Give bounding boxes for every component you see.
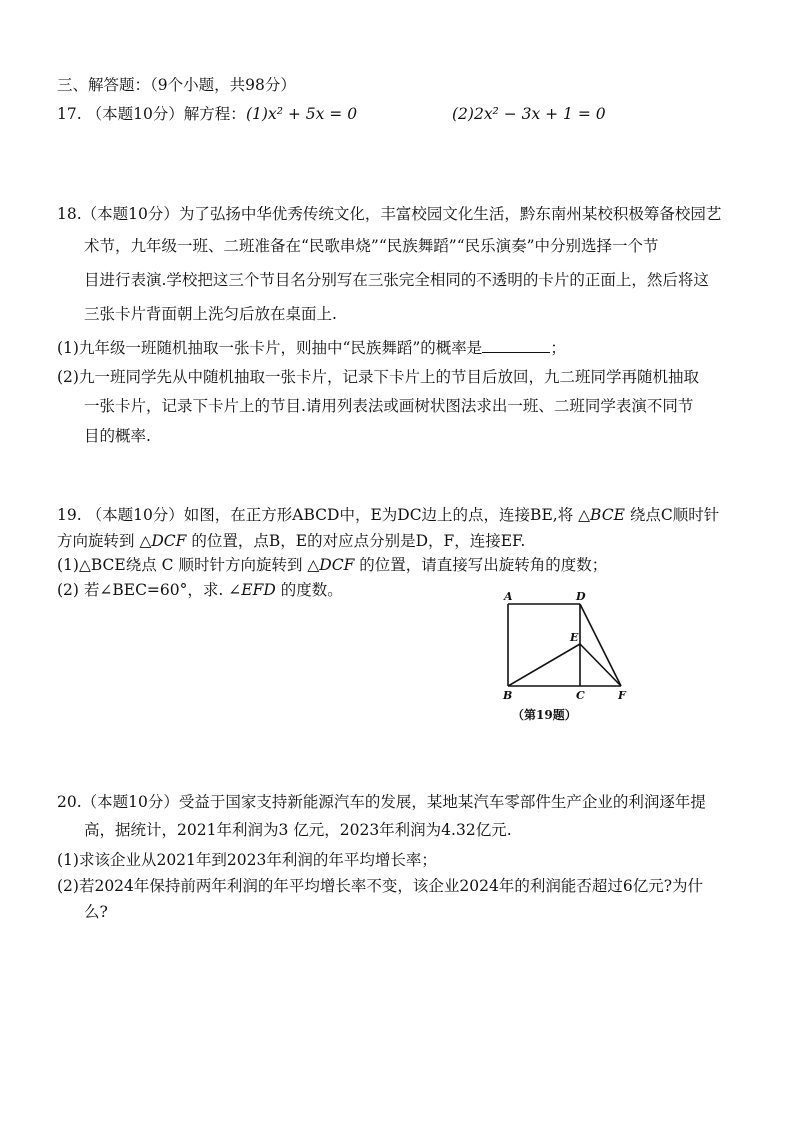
q18-part-1 [57, 338, 566, 358]
label-a: A [504, 590, 513, 603]
q18-line-4: 三张卡片背面朝上洗匀后放在桌面上. [84, 305, 337, 323]
q18-part-2-line-3: 目的概率. [84, 427, 151, 445]
segment-df [580, 604, 621, 686]
label-d: D [576, 590, 586, 603]
q20-line-2: 高，据统计，2021年利润为3 亿元，2023年利润为4.32亿元. [84, 821, 512, 839]
segment-be [508, 644, 580, 686]
q19-part-1-text: (1)△BCE绕点 C 顺时针方向旋转到 [57, 556, 303, 574]
label-e: E [570, 631, 579, 644]
q19-line-1-text: 19. （本题10分）如图，在正方形ABCD中，E为DC边上的点，连接BE,将 [57, 506, 574, 524]
q19-part-2-math: ∠EFD [228, 581, 276, 599]
q19-line-1 [57, 505, 719, 525]
q18-line-2: 术节，九年级一班、二班准备在“民歌串烧”“民族舞蹈”“民乐演奏”中分别选择一个节 [84, 237, 659, 255]
q20-part-2-line-2: 么? [84, 903, 108, 921]
q19-line-1-tail: 绕点C顺时针 [629, 506, 720, 524]
q19-line-2-tail: 的位置，点B，E的对应点分别是D，F，连接EF. [191, 532, 526, 550]
q19-part-1-math: △DCF [307, 556, 355, 574]
q19-part-2 [57, 580, 343, 600]
q18-part-2-line-1: (2)九一班同学先从中随机抽取一张卡片，记录下卡片上的节目后放回，九二班同学再随机抽取 [57, 368, 699, 386]
q17-label: 17. （本题10分）解方程： [57, 105, 246, 123]
label-f: F [618, 689, 626, 702]
q20-part-2-line-1: (2)若2024年保持前两年利润的年平均增长率不变，该企业2024年的利润能否超过6亿元?为什 [57, 877, 704, 895]
q18-part-1-text: (1)九年级一班随机抽取一张卡片，则抽中“民族舞蹈”的概率是 [57, 339, 483, 357]
q18-part-2-line-2: 一张卡片，记录下卡片上的节目.请用列表法或画树状图法求出一班、二班同学表演不同节 [84, 397, 694, 415]
q18-line-3: 目进行表演.学校把这三个节目名分别写在三张完全相同的不透明的卡片的正面上，然后将这 [84, 271, 709, 289]
figure-caption: （第19题） [512, 708, 577, 722]
q19-geometry-figure [496, 590, 636, 705]
q19-line-2-math: △DCF [139, 532, 187, 550]
q20-line-1: 20.（本题10分）受益于国家支持新能源汽车的发展，某地某汽车零部件生产企业的利润逐年提 [57, 793, 706, 811]
q19-line-2-text: 方向旋转到 [57, 532, 135, 550]
q17-equation-2: (2)2x² − 3x + 1 = 0 [452, 105, 606, 123]
q18-part-1-suffix: ； [550, 339, 566, 357]
q18-line-1: 18.（本题10分）为了弘扬中华优秀传统文化，丰富校园文化生活，黔东南州某校积极筹备校园艺 [57, 205, 722, 223]
q19-part-2-tail: 的度数。 [280, 581, 343, 599]
q19-part-1-tail: 的位置，请直接写出旋转角的度数； [359, 556, 608, 574]
q19-line-2 [57, 531, 525, 551]
section-title: 三、解答题：（9个小题，共98分） [57, 76, 296, 94]
q19-part-1 [57, 555, 607, 575]
q20-part-1: (1)求该企业从2021年到2023年利润的年平均增长率； [57, 851, 437, 869]
label-c: C [576, 689, 585, 702]
q17-equation-1: (1)x² + 5x = 0 [246, 105, 358, 123]
q19-line-1-math: △BCE [578, 506, 625, 524]
answer-blank [482, 338, 550, 353]
segment-ef [580, 644, 621, 686]
label-b: B [503, 689, 513, 702]
q19-part-2-text: (2) 若∠BEC=60°，求. [57, 581, 224, 599]
